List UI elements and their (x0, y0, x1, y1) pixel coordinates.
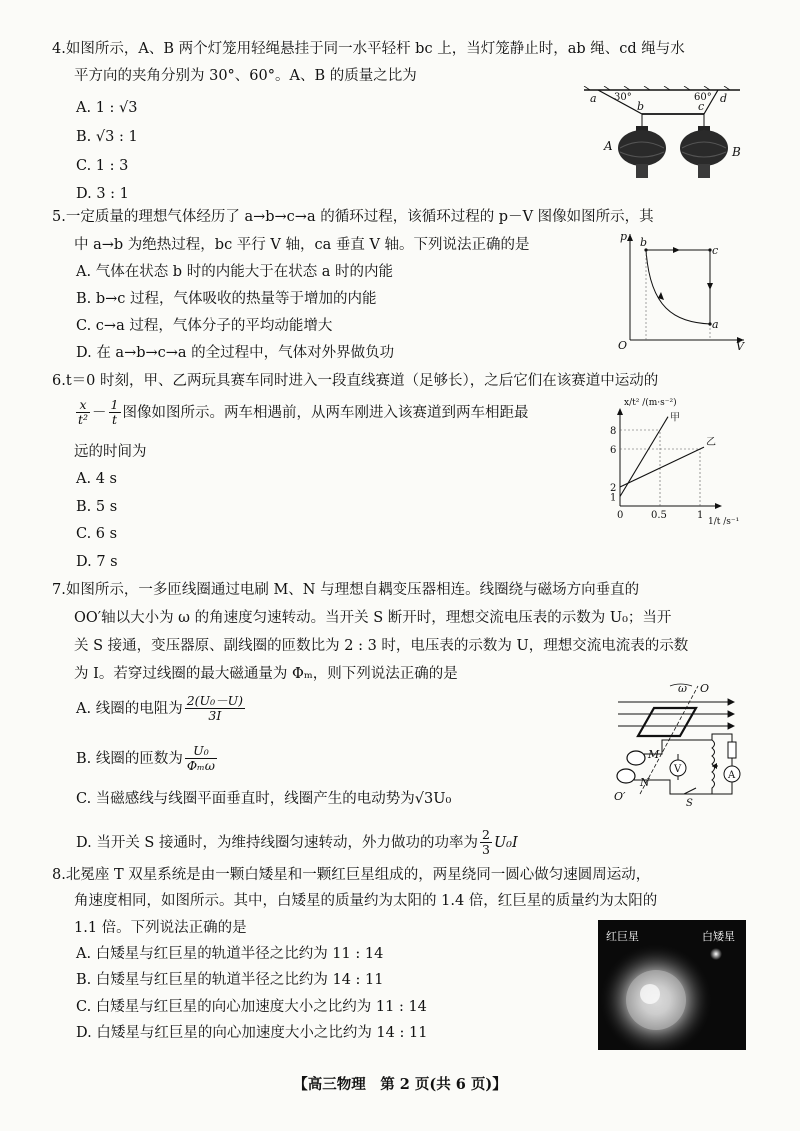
x-axis-arrow (715, 503, 722, 509)
q6-line1: 6.t＝0 时刻，甲、乙两玩具赛车同时进入一段直线赛道（足够长），之后它们在该赛道中运动的 (52, 373, 659, 389)
q4-option-d: D. 3 : 1 (76, 186, 129, 202)
y-tick-label-1: 1 (610, 492, 617, 504)
slip-ring-n (617, 769, 635, 783)
q4-lantern-figure (580, 86, 750, 192)
label-c: c (712, 244, 719, 257)
arrow-bc (673, 247, 680, 253)
origin-label: O (618, 339, 628, 350)
page-footer: 【高三物理 第 2 页(共 6 页)】 (293, 1076, 507, 1093)
series-label-yi: 乙 (706, 437, 716, 449)
label-N: N (640, 776, 650, 789)
label-b: b (637, 100, 645, 113)
q8-option-c: C. 白矮星与红巨星的向心加速度大小之比约为 11 : 14 (76, 999, 427, 1015)
q7-option-c: C. 当磁感线与线圈平面垂直时，线圈产生的电动势为√3U₀ (76, 791, 452, 807)
lantern-a (618, 126, 666, 178)
q8-line3: 1.1 倍。下列说法正确的是 (74, 920, 247, 936)
label-c: c (698, 100, 705, 113)
q7-line4: 为 I。若穿过线圈的最大磁通量为 Φₘ，则下列说法正确的是 (74, 666, 458, 682)
q5-option-d: D. 在 a→b→c→a 的全过程中，气体对外界做负功 (76, 345, 395, 361)
q4-option-a: A. 1 : √3 (76, 100, 138, 116)
lantern-b (680, 126, 728, 178)
q7-option-d: D. 当开关 S 接通时，为维持线圈匀速转动，外力做功的功率为 $\frac{2}{3}$ U₀I (76, 827, 518, 858)
q5-line1: 5.一定质量的理想气体经历了 a→b→c→a 的循环过程，该循环过程的 p－V 图像如图所示，其 (52, 209, 654, 225)
y-tick-label-2: 2 (610, 483, 617, 494)
q8-line2: 角速度相同，如图所示。其中，白矮星的质量约为太阳的 1.4 倍，红巨星的质量约为太阳的 (74, 893, 658, 909)
x-tick-label-0.5: 0.5 (651, 510, 667, 521)
q7-line3: 关 S 接通，变压器原、副线圈的匝数比为 2 : 3 时，电压表的示数为 U，理想交流电流表的示数 (74, 638, 689, 654)
q8-line1: 8.北冕座 T 双星系统是由一颗白矮星和一颗红巨星组成的，两星绕同一圆心做匀速圆周运动， (52, 867, 651, 883)
q8-option-a: A. 白矮星与红巨星的轨道半径之比约为 11 : 14 (76, 946, 384, 962)
series-label-jia: 甲 (670, 412, 680, 424)
label-B: B (732, 145, 741, 159)
q8-option-b: B. 白矮星与红巨星的轨道半径之比约为 14 : 11 (76, 972, 384, 988)
q6-option-a: A. 4 s (76, 471, 117, 487)
label-omega: ω (678, 682, 687, 695)
white-dwarf (710, 948, 722, 960)
y-axis-arrow (617, 408, 623, 415)
q4-option-c: C. 1 : 3 (76, 158, 129, 174)
q5-line2: 中 a→b 为绝热过程，bc 平行 V 轴，ca 垂直 V 轴。下列说法正确的是 (74, 237, 530, 253)
y-tick-label-6: 6 (610, 445, 617, 456)
label-30: 30° (614, 92, 632, 103)
coil (638, 708, 696, 736)
q6-line3: 远的时间为 (74, 444, 147, 460)
q7-option-a: A. 线圈的电阻为 $\frac{\text{2(U₀－U)}}{3I}$ (76, 693, 243, 724)
label-a: a (590, 92, 597, 105)
slip-ring-m (627, 751, 645, 765)
label-O: O (700, 682, 710, 695)
field-lines (618, 699, 734, 729)
q6-frac-x-t2: $\frac{x}{\text{t²}}$ (78, 397, 89, 428)
label-Oprime: O′ (614, 790, 626, 803)
q6-option-c: C. 6 s (76, 526, 118, 542)
q6-option-d: D. 7 s (76, 554, 118, 570)
label-A: A (728, 770, 736, 781)
label-60: 60° (694, 92, 712, 103)
q7-line1: 7.如图所示，一多匝线圈通过电刷 M、N 与理想自耦变压器相连。线圈绕与磁场方向垂直的 (52, 582, 640, 598)
switch-s (684, 788, 696, 794)
q6-line2: $\frac{x}{\text{t²}}$ － $\frac{1}{t}$ 图像如图所示。两车相遇前，从两车刚进入该赛道到两车相距最 (78, 397, 529, 428)
label-white-dwarf: 白矮星 (702, 930, 735, 943)
label-S: S (686, 798, 693, 809)
arrow-ca (707, 283, 713, 290)
q7-generator-figure (600, 682, 750, 810)
q5-option-c: C. c→a 过程，气体分子的平均动能增大 (76, 318, 333, 334)
y-tick-label-8: 8 (610, 426, 617, 437)
label-red-giant: 红巨星 (606, 930, 639, 943)
label-A: A (604, 139, 613, 153)
q4-line1: 4.如图所示，A、B 两个灯笼用轻绳悬挂于同一水平轻杆 bc 上，当灯笼静止时，ab 绳、cd 绳与水 (52, 41, 685, 57)
q6-frac-1-t: $\frac{1}{t}$ (110, 397, 119, 428)
label-M: M (648, 748, 660, 761)
curve-ab (646, 250, 710, 324)
q5-option-b: B. b→c 过程，气体吸收的热量等于增加的内能 (76, 291, 377, 307)
q4-option-b: B. √3 : 1 (76, 129, 138, 145)
q6-chart (606, 394, 756, 532)
q5-pv-diagram (614, 228, 754, 350)
q4-line2: 平方向的夹角分别为 30°、60°。A、B 的质量之比为 (74, 68, 417, 84)
q8-binary-star-photo (598, 920, 746, 1050)
label-b: b (640, 236, 648, 249)
series-line-jia (620, 417, 668, 497)
label-a: a (712, 318, 719, 331)
x-tick-label-1: 1 (697, 510, 704, 521)
label-d: d (720, 92, 728, 105)
q8-option-d: D. 白矮星与红巨星的向心加速度大小之比约为 14 : 11 (76, 1025, 428, 1041)
x-tick-label-0: 0 (617, 510, 624, 521)
chart-ylabel: x/t² /(m·s⁻²) (624, 398, 677, 408)
q6-option-b: B. 5 s (76, 499, 118, 515)
resistor (728, 742, 736, 758)
q5-option-a: A. 气体在状态 b 时的内能大于在状态 a 时的内能 (76, 264, 394, 280)
q7-line2: OO′轴以大小为 ω 的角速度匀速转动。当开关 S 断开时，理想交流电压表的示数为 U₀；当开 (74, 610, 672, 626)
q7-option-b: B. 线圈的匝数为 $\frac{\text{U₀}}{\text{Φₘω}}$ (76, 743, 215, 774)
p-label: p (620, 230, 628, 243)
label-V: V (674, 764, 682, 775)
v-label: V (736, 340, 744, 350)
series-line-yi (620, 447, 704, 487)
chart-xlabel: 1/t /s⁻¹ (708, 517, 740, 527)
